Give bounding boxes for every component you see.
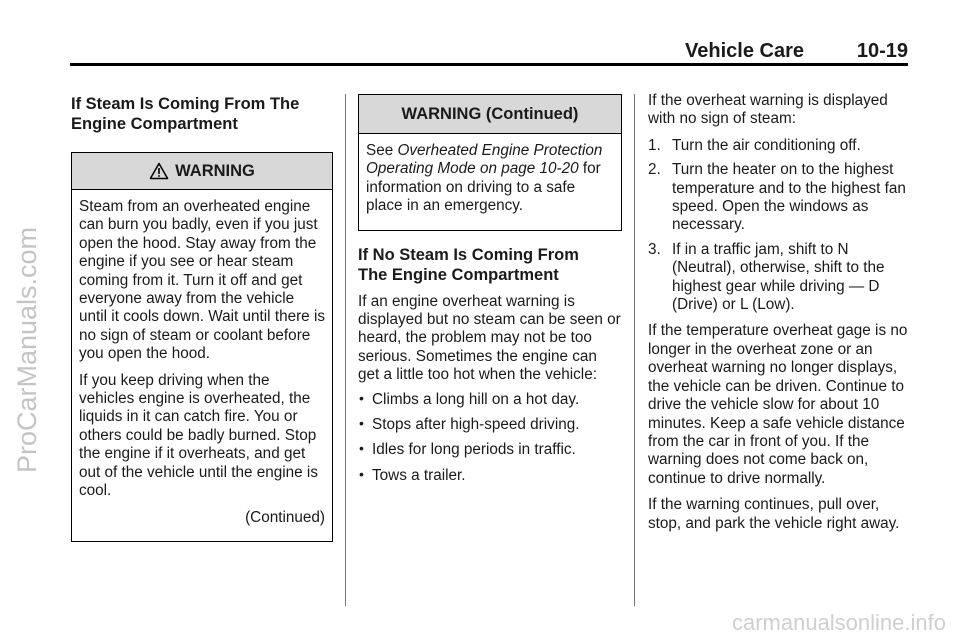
numbered-list	[648, 137, 912, 315]
list-item: • Climbs a long hill on a hot day.	[359, 389, 580, 408]
list-item: 1. Turn the air conditioning off.	[648, 136, 861, 154]
warning-header	[359, 95, 621, 134]
section-title: Vehicle Care	[685, 40, 804, 62]
footer-watermark: carmanualsonline.info	[731, 610, 946, 635]
list-item: • Idles for long periods in traffic.	[359, 440, 576, 459]
section-heading: If No Steam Is Coming From The Engine Compartment	[358, 245, 579, 284]
warning-title: WARNING	[175, 161, 255, 180]
warning-triangle-icon	[149, 162, 169, 180]
continued-label: (Continued)	[245, 508, 325, 526]
list-item: • Stops after high-speed driving.	[359, 415, 580, 434]
list-item: 3. If in a traffic jam, shift to N (Neutral), otherwise, shift to the highest gear while driving — D (Drive) or L (Low).	[648, 240, 885, 314]
warning-paragraph: See Overheated Engine Protection Operating Mode on page 10-20 for information on driving to a safe place in an emergency.	[366, 142, 603, 215]
column-divider	[634, 94, 635, 606]
page-number: 10-19	[856, 40, 908, 62]
warning-box-continued	[358, 94, 622, 231]
warning-paragraph: Steam from an overheated engine can burn you badly, even if you just open the hood. Stay away from the engine if you see or hear steam coming from it. Turn it off and get everyone away from the vehicle until it cools down. Wait until there is no sign of steam or coolant before you open the hood.	[79, 198, 325, 363]
column-2	[358, 94, 622, 492]
warning-paragraph: If you keep driving when the vehicles engine is overheated, the liquids in it can catch fire. You or others could be badly burned. Stop the engine if it overheats, and get out of the vehicle until the engine is cool.	[79, 371, 318, 500]
section-heading: If Steam Is Coming From The Engine Compartment	[71, 95, 300, 133]
body-paragraph: If the overheat warning is displayed with no sign of steam:	[648, 92, 888, 128]
warning-title: WARNING (Continued)	[401, 104, 579, 123]
bullet-icon: •	[359, 440, 364, 457]
body-paragraph: If the temperature overheat gage is no longer in the overheat zone or an overheat warning no longer displays, the vehicle can be driven. Continue to drive the vehicle slow for about 10 minutes. Keep a safe vehicle distance from the car in front of you. If the warning does not come back on, continue to drive normally.	[648, 322, 908, 487]
bullet-icon: •	[359, 415, 364, 432]
cross-reference-link[interactable]: Overheated Engine Protection Operating Mode on page 10-20	[366, 142, 603, 178]
list-item: 2. Turn the heater on to the highest temperature and to the highest fan speed. Open the windows as necessary.	[648, 161, 906, 234]
column-1	[71, 94, 333, 542]
list-item: • Tows a trailer.	[359, 465, 466, 484]
page-header	[0, 40, 908, 64]
column-3	[648, 92, 912, 533]
warning-box	[71, 152, 333, 542]
bullet-icon: •	[359, 465, 364, 482]
column-divider	[345, 94, 346, 606]
header-rule	[70, 63, 908, 66]
side-watermark: ProCarManuals.com	[12, 226, 42, 474]
bullet-icon: •	[359, 389, 364, 406]
body-paragraph: If the warning continues, pull over, stop, and park the vehicle right away.	[648, 496, 900, 532]
body-paragraph: If an engine overheat warning is displayed but no steam can be seen or heard, the problem may not be too serious. Sometimes the engine can get a little too hot when the vehicle:	[358, 292, 621, 384]
warning-header	[72, 153, 332, 190]
bullet-list	[358, 391, 622, 486]
